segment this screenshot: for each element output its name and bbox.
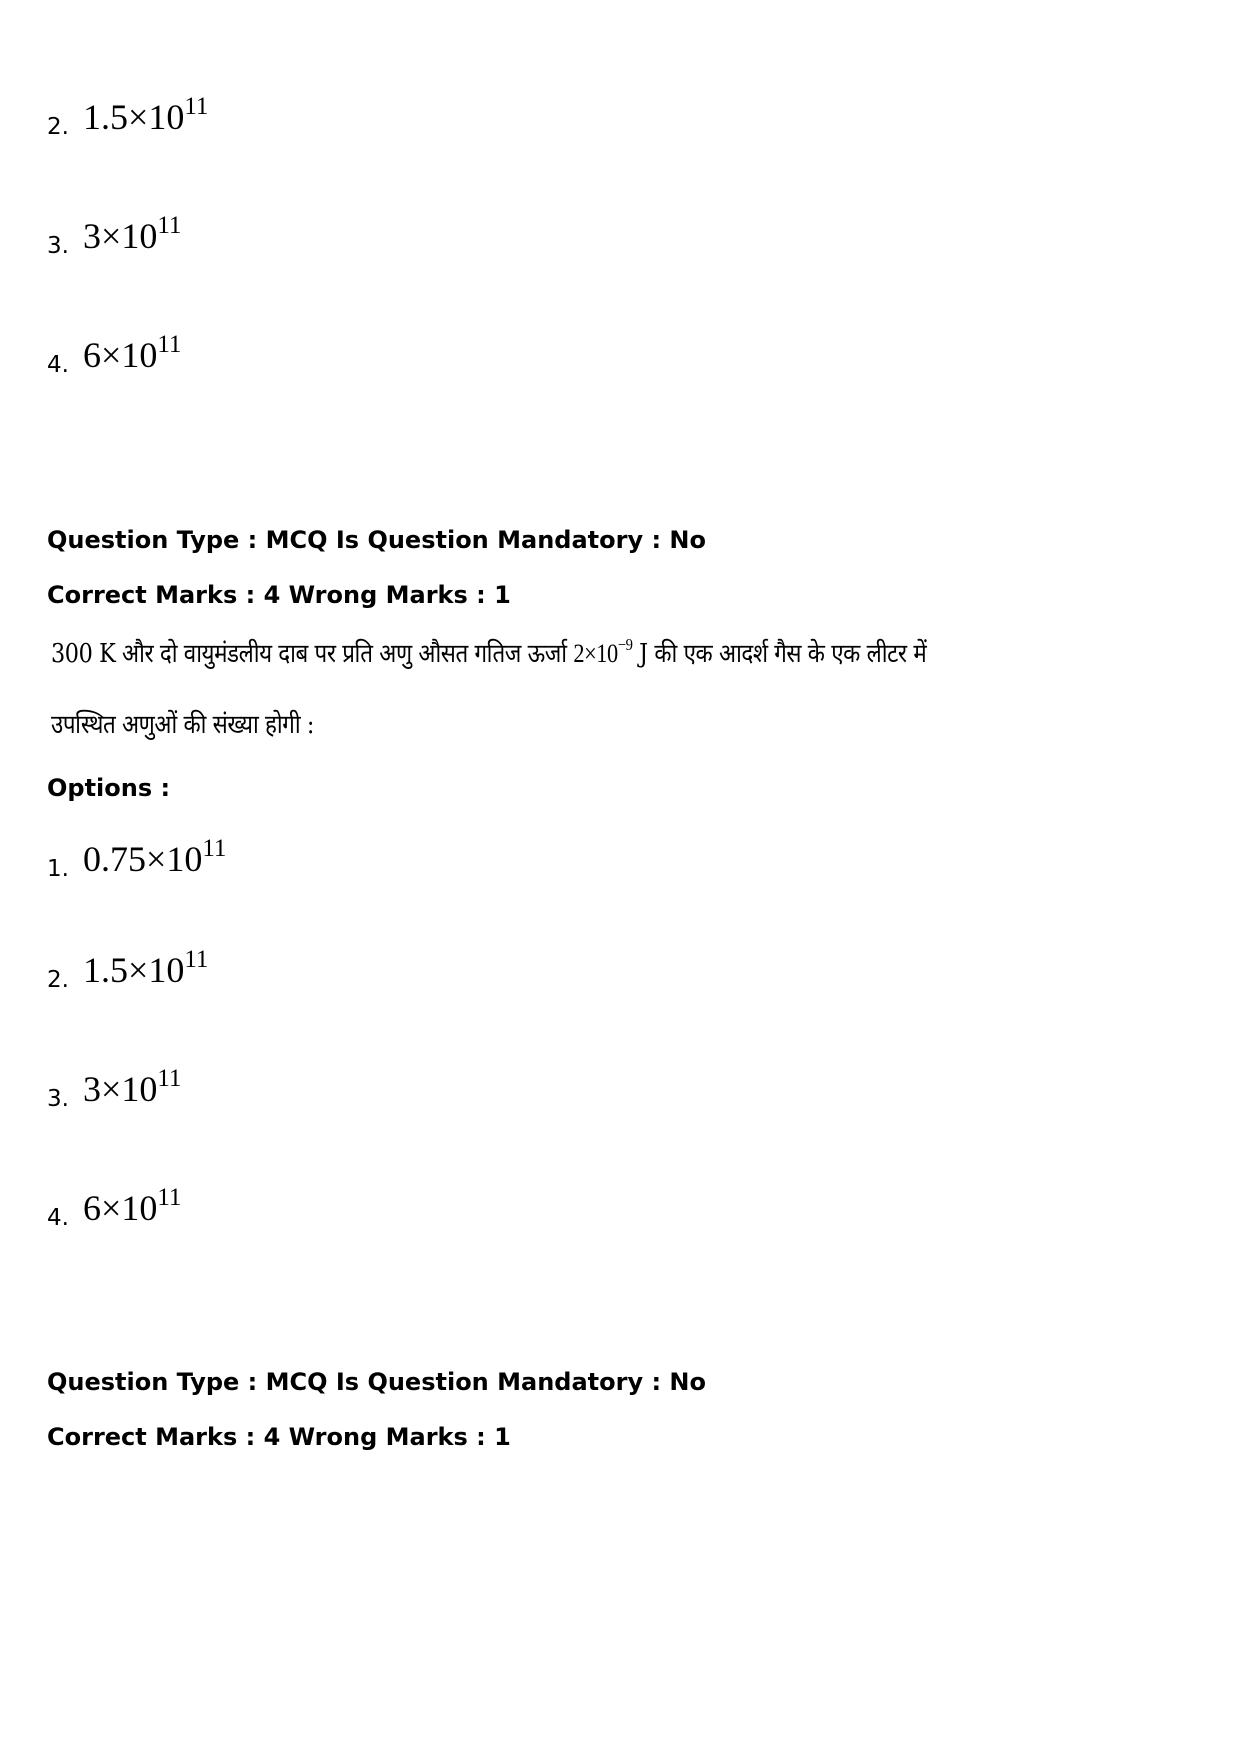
next-question-marks-line: Correct Marks : 4 Wrong Marks : 1 (47, 1423, 511, 1451)
option-2 (47, 946, 209, 993)
question-type-line: Question Type : MCQ Is Question Mandatory : No (47, 526, 706, 554)
option-number: 4. (47, 1205, 69, 1231)
option-4 (47, 1184, 182, 1231)
prev-option-2 (47, 93, 209, 140)
option-1 (47, 835, 227, 882)
option-value: $1.5\times 10^{11}$ (83, 93, 209, 137)
option-value: $3\times 10^{11}$ (83, 1065, 182, 1109)
option-value: $0.75\times 10^{11}$ (83, 835, 227, 879)
option-number: 2. (47, 114, 69, 140)
option-value: $3\times 10^{11}$ (83, 212, 182, 256)
prev-option-4 (47, 331, 182, 378)
option-number: 3. (47, 233, 69, 259)
next-question-type-line: Question Type : MCQ Is Question Mandatory : No (47, 1368, 706, 1396)
option-number: 4. (47, 352, 69, 378)
question-text-line2: उपस्थित अणुओं की संख्या होगी : (51, 710, 314, 740)
option-value: $6\times 10^{11}$ (83, 331, 182, 375)
options-label: Options : (47, 774, 171, 802)
option-value: $1.5\times 10^{11}$ (83, 946, 209, 990)
option-number: 1. (47, 856, 69, 882)
option-value: $6\times 10^{11}$ (83, 1184, 182, 1228)
question-marks-line: Correct Marks : 4 Wrong Marks : 1 (47, 581, 511, 609)
prev-option-3 (47, 212, 182, 259)
option-number: 3. (47, 1086, 69, 1112)
option-3 (47, 1065, 182, 1112)
option-number: 2. (47, 967, 69, 993)
question-text-line1: 300 K और दो वायुमंडलीय दाब पर प्रति अणु औसत गतिज ऊर्जा $2\times 10^{-9}$ J की एक आदर्श गैस के एक लीटर में (51, 635, 927, 669)
